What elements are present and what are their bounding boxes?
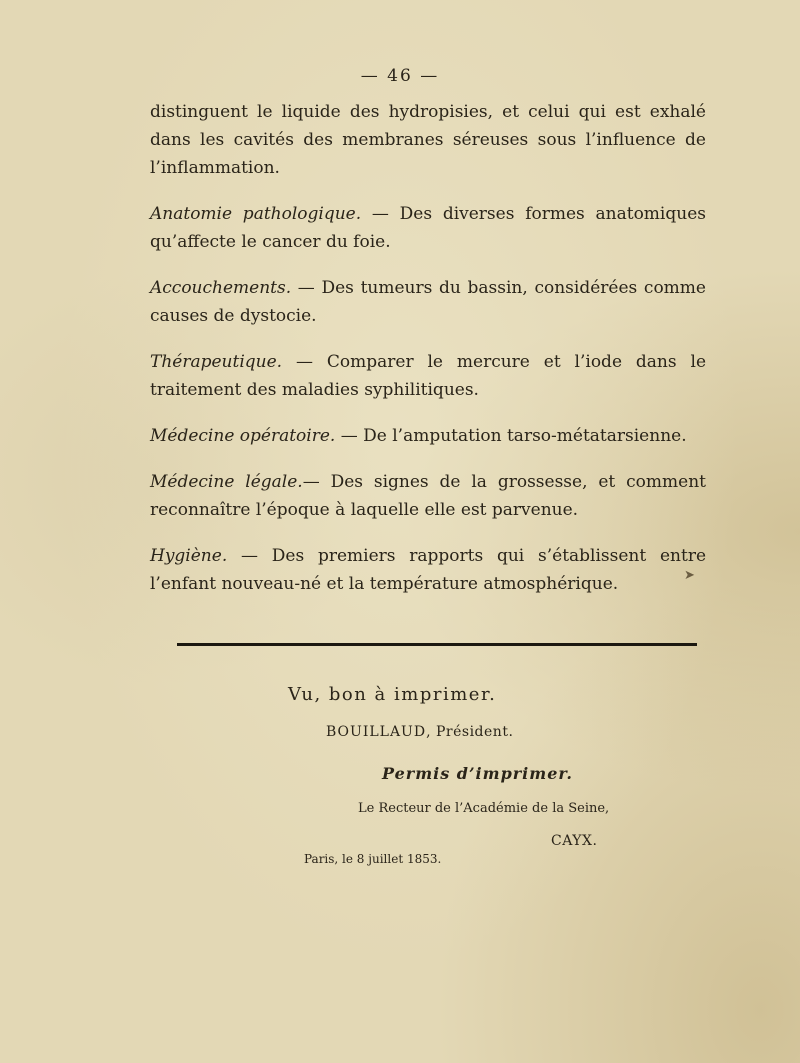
section-heading: Accouchements. bbox=[150, 278, 292, 298]
section-anatomie bbox=[150, 200, 706, 256]
section-heading: Médecine légale. bbox=[150, 472, 303, 492]
section-text: — Des signes de la grossesse, et comment reconnaître l’époque à laquelle elle est parvenue. bbox=[150, 472, 706, 520]
section-therapeutique bbox=[150, 348, 706, 404]
president-signature: BOUILLAUD, Président. bbox=[326, 724, 514, 740]
section-text: — Comparer le mercure et l’iode dans le traitement des maladies syphilitiques. bbox=[150, 352, 706, 400]
section-text: — Des diverses formes anatomiques qu’affecte le cancer du foie. bbox=[150, 204, 706, 252]
president-title: Président. bbox=[436, 724, 514, 740]
section-heading: Anatomie pathologique. bbox=[150, 204, 362, 224]
recteur-signature: CAYX. bbox=[551, 833, 598, 849]
section-heading: Thérapeutique. bbox=[150, 352, 283, 372]
recteur-line: Le Recteur de l’Académie de la Seine, bbox=[358, 801, 610, 816]
printer-mark-icon: ➤ bbox=[684, 568, 695, 583]
section-heading: Hygiène. bbox=[150, 546, 228, 566]
president-name: BOUILLAUD bbox=[326, 724, 427, 740]
section-text: — Des premiers rapports qui s’établissent entre l’enfant nouveau-né et la température atmosphérique. bbox=[150, 546, 706, 594]
section-text: — Des tumeurs du bassin, considérées comme causes de dystocie. bbox=[150, 278, 706, 326]
section-medecine-operatoire bbox=[150, 422, 706, 450]
body-text bbox=[150, 98, 706, 616]
imprimatur-vu: Vu, bon à imprimer. bbox=[288, 684, 497, 705]
section-heading: Médecine opératoire. bbox=[150, 426, 336, 446]
section-accouchements bbox=[150, 274, 706, 330]
horizontal-rule bbox=[177, 643, 697, 646]
intro-paragraph: distinguent le liquide des hydropisies, et celui qui est exhalé dans les cavités des membranes séreuses sous l’influence de l’inflammation. bbox=[150, 102, 706, 178]
section-text: — De l’amputation tarso-métatarsienne. bbox=[335, 426, 687, 446]
date-line: Paris, le 8 juillet 1853. bbox=[304, 852, 442, 866]
permis-imprimer: Permis d’imprimer. bbox=[382, 764, 573, 783]
section-medecine-legale bbox=[150, 468, 706, 524]
section-hygiene bbox=[150, 542, 706, 598]
page-number: — 46 — bbox=[360, 66, 440, 86]
